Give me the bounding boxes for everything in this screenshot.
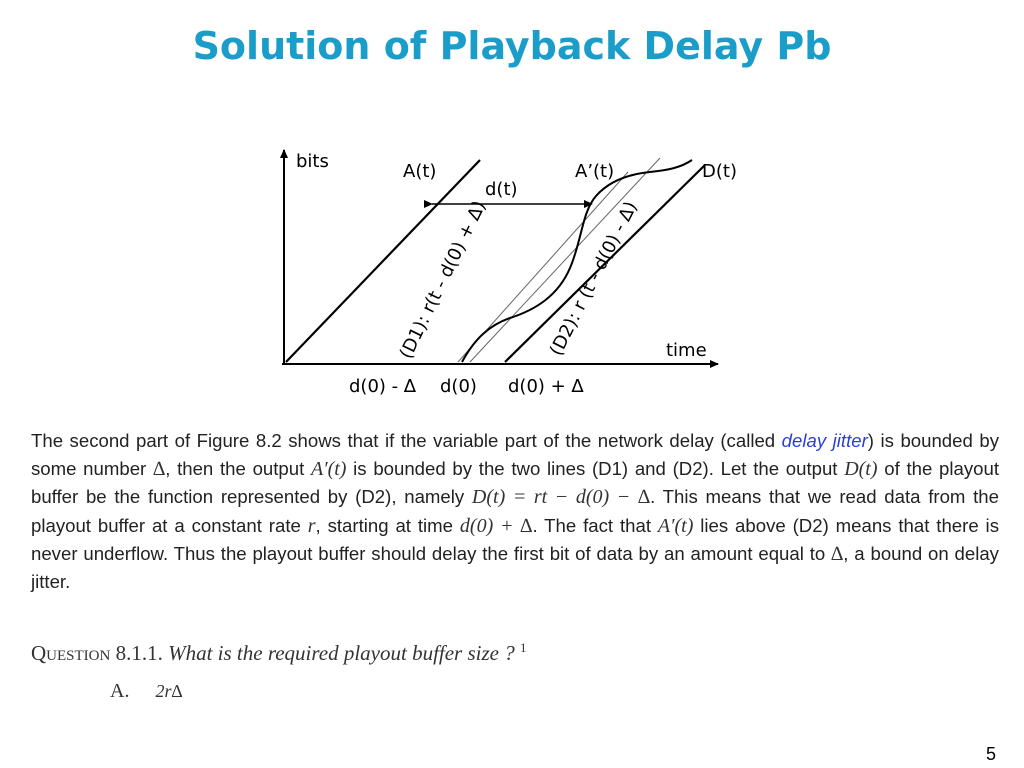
text-run: ) is bounded by some number xyxy=(31,430,999,480)
text-run: of the playout buffer be the function represented by (D2), namely xyxy=(31,458,999,508)
tick-label-mid: d(0) xyxy=(440,376,477,397)
curve-a-prime-label: A’(t) xyxy=(575,161,615,182)
tick-label-left: d(0) - ∆ xyxy=(349,376,416,397)
question-label: Question xyxy=(31,641,111,665)
answer-value: 2r∆ xyxy=(155,681,183,701)
text-run: , then the output xyxy=(165,458,311,480)
curve-a-label: A(t) xyxy=(403,161,437,182)
math-delta: ∆ xyxy=(152,458,166,481)
math-r: r xyxy=(307,514,316,537)
curve-d-label: D(t) xyxy=(702,161,737,182)
text-run: , starting at time xyxy=(315,514,460,536)
text-run: The second part of Figure 8.2 shows that if the variable part of the network delay (called xyxy=(31,430,782,451)
body-paragraph xyxy=(31,427,999,596)
tick-label-right: d(0) + ∆ xyxy=(508,376,584,397)
question-number: 8.1.1. xyxy=(115,641,163,665)
text-run: . The fact that xyxy=(532,514,658,536)
x-axis-label: time xyxy=(666,340,707,361)
text-run: is bounded by the two lines (D1) and (D2). Let the output xyxy=(346,458,845,480)
slide-title: Solution of Playback Delay Pb xyxy=(192,24,832,68)
delay-label: d(t) xyxy=(485,179,518,200)
delay-jitter-term: delay jitter xyxy=(781,430,868,451)
answer-line xyxy=(110,680,182,703)
footnote-marker: 1 xyxy=(519,640,527,655)
question-line xyxy=(31,640,526,666)
math-delta: ∆ xyxy=(831,542,844,565)
d1-line-label: (D1): r(t - d(0) + ∆) xyxy=(395,197,491,363)
text-run: . This means that we read data from the playout buffer at a constant rate xyxy=(31,486,999,536)
math-d: D(t) xyxy=(844,458,878,481)
math-a-prime: A′(t) xyxy=(310,458,347,481)
d2-line-label: (D2): r (t - d(0) - ∆) xyxy=(545,198,642,360)
page-number: 5 xyxy=(985,744,996,764)
text-run: lies above (D2) means that there is never underflow. Thus the playout buffer should delay the first bit of data by an amount equal to xyxy=(31,514,999,564)
math-d-equation: D(t) = rt − d(0) − ∆ xyxy=(471,486,651,509)
question-text: What is the required playout buffer size ? xyxy=(168,641,515,665)
y-axis-label: bits xyxy=(296,151,329,172)
math-a-prime: A′(t) xyxy=(657,514,694,537)
math-start-time: d(0) + ∆ xyxy=(459,514,533,537)
answer-label: A. xyxy=(110,680,130,702)
text-run: , a bound on delay jitter. xyxy=(31,542,999,593)
